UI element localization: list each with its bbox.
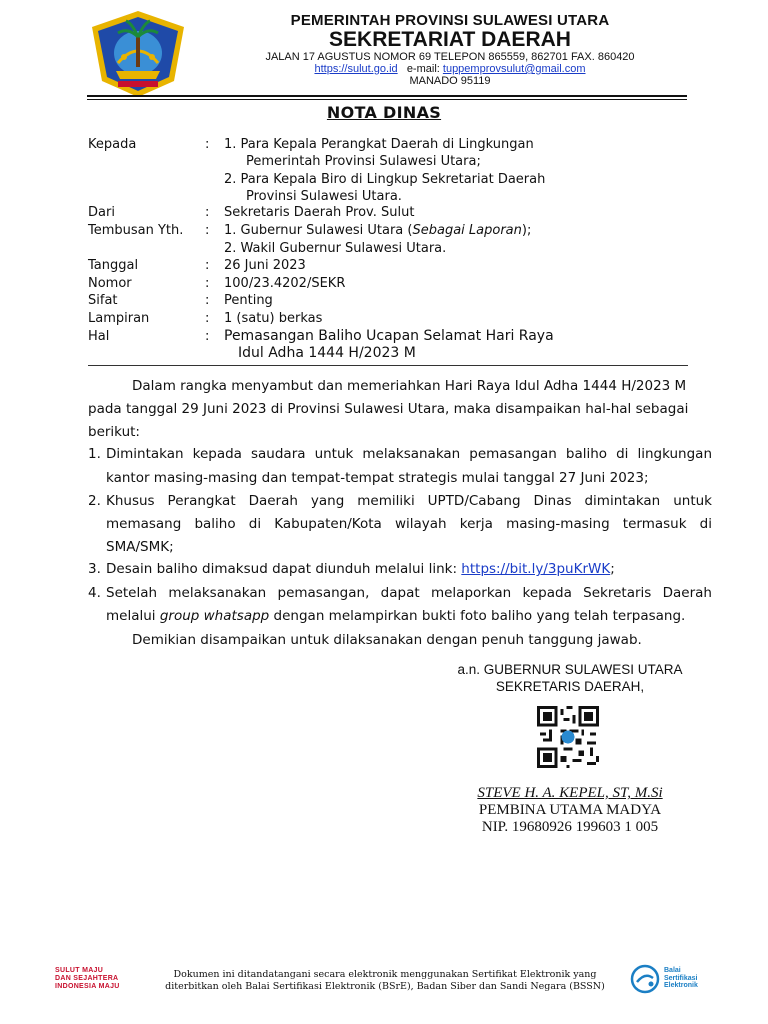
letterhead-rule-thin — [87, 99, 687, 100]
kepada-2a: 2. Para Kepala Biro di Lingkup Sekretariat Daerah — [224, 172, 546, 187]
tembusan-2: 2. Wakil Gubernur Sulawesi Utara. — [224, 241, 447, 256]
design-download-link[interactable]: https://bit.ly/3puKrWK — [461, 561, 611, 577]
item-4-number: 4. — [88, 585, 101, 601]
meta-separator — [88, 365, 688, 366]
colon: : — [205, 311, 210, 326]
intro-line-3: berikut: — [88, 424, 140, 440]
item-4-line-2: melalui group whatsapp dengan melampirkan bukti foto baliho yang telah terpasang. — [106, 608, 686, 624]
hal-value-2: Idul Adha 1444 H/2023 M — [238, 345, 416, 361]
letterhead-department: SEKRETARIAT DAERAH — [329, 28, 571, 51]
lampiran-value: 1 (satu) berkas — [224, 311, 323, 326]
signer-rank: PEMBINA UTAMA MADYA — [478, 802, 662, 818]
kepada-1b: Pemerintah Provinsi Sulawesi Utara; — [246, 154, 481, 169]
email-link[interactable]: tuppemprovsulut@gmail.com — [442, 63, 586, 75]
province-emblem-logo — [88, 9, 188, 99]
hal-value-1: Pemasangan Baliho Ucapan Selamat Hari Raya — [224, 328, 554, 344]
signer-nip: NIP. 19680926 199603 1 005 — [481, 819, 659, 835]
letterhead-city: MANADO 95119 — [409, 75, 491, 87]
colon: : — [205, 329, 210, 344]
colon: : — [205, 258, 210, 273]
signature-line-1: a.n. GUBERNUR SULAWESI UTARA — [457, 662, 683, 677]
email-label: e-mail: — [406, 63, 440, 75]
tembusan-label: Tembusan Yth. — [88, 223, 184, 238]
intro-line-2: pada tanggal 29 Juni 2023 di Provinsi Sulawesi Utara, maka disampaikan hal-hal sebagai — [88, 401, 689, 417]
kepada-1a: 1. Para Kepala Perangkat Daerah di Lingkungan — [224, 137, 534, 152]
colon: : — [205, 137, 210, 152]
item-2-line-3: SMA/SMK; — [106, 539, 174, 555]
slogan-logo: SULUT MAJU DAN SEJAHTERA INDONESIA MAJU — [55, 967, 120, 990]
item-1-line-2: kantor masing-masing dan tempat-tempat strategis mulai tanggal 27 Juni 2023; — [106, 470, 649, 486]
letterhead-contacts — [200, 63, 700, 75]
item-2-line-2: memasang baliho di Kabupaten/Kota wilayah kerja masing-masing termasuk di — [106, 516, 712, 532]
tanggal-label: Tanggal — [88, 258, 139, 273]
item-2-number: 2. — [88, 493, 101, 509]
tembusan-1: 1. Gubernur Sulawesi Utara (Sebagai Laporan); — [224, 223, 532, 238]
bsre-logo-text: Balai Sertifikasi Elektronik — [664, 967, 698, 989]
letterhead-organization: PEMERINTAH PROVINSI SULAWESI UTARA — [290, 12, 610, 29]
document-title: NOTA DINAS — [326, 103, 442, 122]
nomor-label: Nomor — [88, 276, 132, 291]
tanggal-value: 26 Juni 2023 — [224, 258, 306, 273]
item-1-number: 1. — [88, 446, 101, 462]
sifat-value: Penting — [224, 293, 273, 308]
kepada-label: Kepada — [88, 137, 137, 152]
item-3-number: 3. — [88, 561, 101, 577]
item-1-line-1: Dimintakan kepada saudara untuk melaksanakan pemasangan baliho di lingkungan — [106, 446, 712, 462]
nomor-value: 100/23.4202/SEKR — [224, 276, 346, 291]
colon: : — [205, 276, 210, 291]
kepada-2b: Provinsi Sulawesi Utara. — [246, 189, 402, 204]
website-link[interactable]: https://sulut.go.id — [314, 63, 398, 75]
dari-label: Dari — [88, 205, 115, 220]
hal-label: Hal — [88, 329, 110, 344]
colon: : — [205, 205, 210, 220]
closing-line: Demikian disampaikan untuk dilaksanakan dengan penuh tanggung jawab. — [132, 632, 642, 648]
intro-line-1: Dalam rangka menyambut dan memeriahkan Hari Raya Idul Adha 1444 H/2023 M — [132, 378, 687, 394]
signer-name: STEVE H. A. KEPEL, ST, M.Si — [477, 785, 663, 801]
dari-value: Sekretaris Daerah Prov. Sulut — [224, 205, 415, 220]
item-4-line-1: Setelah melaksanakan pemasangan, dapat melaporkan kepada Sekretaris Daerah — [106, 585, 712, 601]
colon: : — [205, 223, 210, 238]
colon: : — [205, 293, 210, 308]
letterhead-address: JALAN 17 AGUSTUS NOMOR 69 TELEPON 865559, 862701 FAX. 860420 — [265, 51, 635, 63]
signature-line-2: SEKRETARIS DAERAH, — [495, 679, 645, 694]
lampiran-label: Lampiran — [88, 311, 150, 326]
letterhead-rule-thick — [87, 95, 687, 97]
sifat-label: Sifat — [88, 293, 118, 308]
item-2-line-1: Khusus Perangkat Daerah yang memiliki UPTD/Cabang Dinas dimintakan untuk — [106, 493, 712, 509]
qr-code — [537, 706, 599, 768]
item-3-line: Desain baliho dimaksud dapat diunduh melalui link: https://bit.ly/3puKrWK; — [106, 561, 615, 577]
esignature-footnote: Dokumen ini ditandatangani secara elektronik menggunakan Sertifikat Elektronik yang diterbitkan oleh Balai Sertifikasi Elektronik (BSrE), Badan Siber dan Sandi Negara (BSSN) — [165, 969, 605, 992]
bsre-logo-icon — [630, 964, 660, 994]
